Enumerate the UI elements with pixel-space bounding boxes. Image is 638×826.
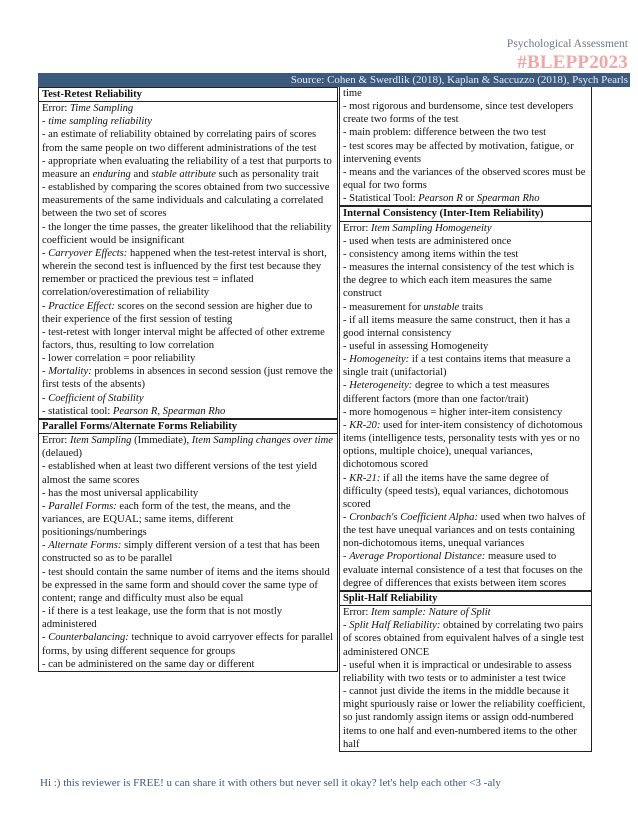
section-title: Internal Consistency (Inter-Item Reliability) xyxy=(340,206,591,221)
text-line: - measures the internal consistency of the test which is the degree to which each item measures the same construct xyxy=(343,262,574,300)
text-line: - useful when it is impractical or undesirable to assess reliability with two tests or to administer a test twice xyxy=(343,659,572,684)
left-column xyxy=(38,87,338,672)
text-line: - has the most universal applicability xyxy=(42,487,199,499)
text-line: - Mortality: problems in absences in second session (just remove the first tests of the absents) xyxy=(42,366,333,391)
text-line: - if all items measure the same construct, then it has a good internal consistency xyxy=(343,314,571,339)
section-body xyxy=(42,434,334,671)
text-line: - Heterogeneity: degree to which a test measures different factors (more than one factor/trait) xyxy=(343,380,550,405)
text-line: - Statistical Tool: Pearson R or Spearman Rho xyxy=(343,193,540,205)
internal-consistency-section xyxy=(339,206,592,591)
header-tag: #BLEPP2023 xyxy=(517,52,628,73)
text-line: - KR-21: if all the items have the same degree of difficulty (speed tests), equal variances, dichotomous scored xyxy=(343,472,569,510)
right-column xyxy=(339,87,592,752)
text-line: - appropriate when evaluating the reliability of a test that purports to measure an enduring and stable attribute such as personality trait xyxy=(42,155,332,180)
text-line: Error: Time Sampling xyxy=(42,103,134,115)
text-line: - Alternate Forms: simply different version of a test that has been constructed so as to be parallel xyxy=(42,540,320,565)
text-line: Error: Item Sampling (Immediate), Item Sampling changes over time (delaued) xyxy=(42,435,333,460)
text-line: - if there is a test leakage, use the form that is not mostly administered xyxy=(42,606,283,631)
text-line: - the longer the time passes, the greater likelihood that the reliability coefficient would be insignificant xyxy=(42,221,332,246)
footer-note: Hi :) this reviewer is FREE! u can share it with others but never sell it okay? let's help each other <3 -aly xyxy=(40,777,501,789)
split-half-section xyxy=(339,591,592,752)
parallel-forms-continuation xyxy=(339,87,592,206)
text-line: - main problem: difference between the two test xyxy=(343,127,547,139)
parallel-forms-section xyxy=(38,419,338,672)
section-body xyxy=(343,606,588,751)
text-line: - time sampling reliability xyxy=(42,116,152,128)
text-line: - Counterbalancing: technique to avoid carryover effects for parallel forms, by using different sequence for groups xyxy=(42,632,334,657)
text-line: - KR-20: used for inter-item consistency of dichotomous items (intelligence tests, personality tests with yes or no options, multiple choice), unequal variances, dichotomous scored xyxy=(343,419,583,471)
test-retest-section xyxy=(38,87,338,419)
text-line: time xyxy=(343,88,362,99)
source-bar: Source: Cohen & Swerdlik (2018), Kaplan & Saccuzzo (2018), Psych Pearls xyxy=(38,73,630,87)
text-line: - Average Proportional Distance: measure used to evaluate internal consistence of a test that focuses on the degree of differences that exists between item scores xyxy=(343,551,583,589)
text-line: - statistical tool: Pearson R, Spearman Rho xyxy=(42,405,226,417)
text-line: - Coefficient of Stability xyxy=(42,392,144,404)
text-line: - useful in assessing Homogeneity xyxy=(343,340,489,352)
section-body xyxy=(42,102,334,418)
text-line: - Homogeneity: if a test contains items that measure a single trait (unifactorial) xyxy=(343,354,571,379)
text-line: - consistency among items within the test xyxy=(343,248,519,260)
text-line: - an estimate of reliability obtained by correlating pairs of scores from the same people on two different administrations of the test xyxy=(42,129,317,154)
section-title: Test-Retest Reliability xyxy=(39,88,337,102)
text-line: - means and the variances of the observed scores must be equal for two forms xyxy=(343,166,586,192)
text-line: - cannot just divide the items in the middle because it might spuriously raise or lower the reliability coefficient, so just randomly assign items or assign odd-numbered items to one half and even-numbered items to the other half xyxy=(343,686,586,750)
text-line: - used when tests are administered once xyxy=(343,235,512,247)
text-line: Error: Item sample: Nature of Split xyxy=(343,607,491,619)
text-line: - test-retest with longer interval might be affected of other extreme factors, thus, resulting to low correlation xyxy=(42,326,325,351)
section-body xyxy=(343,87,588,205)
text-line: - measurement for unstable traits xyxy=(343,301,484,313)
section-body xyxy=(343,222,588,590)
text-line: - Practice Effect: scores on the second session are higher due to their experience of the first session of testing xyxy=(42,300,313,325)
text-line: - test should contain the same number of items and the items should be expressed in the same form and should cover the same type of content; range and difficulty must also be equal xyxy=(42,566,330,604)
section-title: Parallel Forms/Alternate Forms Reliability xyxy=(39,420,337,434)
text-line: - Parallel Forms: each form of the test, the means, and the variances, are EQUAL; same items, different positionings/numberings xyxy=(42,500,291,539)
header-subject: Psychological Assessment xyxy=(506,38,628,50)
text-line: - most rigorous and burdensome, since test developers create two forms of the test xyxy=(343,101,574,126)
section-title: Split-Half Reliability xyxy=(340,591,591,606)
text-line: - can be administered on the same day or different xyxy=(42,658,255,670)
text-line: - Cronbach's Coefficient Alpha: used when two halves of the test have unequal variances and on tests containing non-dichotomous items, unequal variances xyxy=(343,512,586,550)
text-line: - test scores may be affected by motivation, fatigue, or intervening events xyxy=(343,140,574,165)
text-line: - Carryover Effects: happened when the test-retest interval is short, wherein the second test is influenced by the first test because they remember or practiced the previous test = inflated correlation/overestimation of reliability xyxy=(42,247,327,299)
text-line: - more homogenous = higher inter-item consistency xyxy=(343,406,563,418)
text-line: Error: Item Sampling Homogeneity xyxy=(343,222,492,234)
text-line: - Split Half Reliability: obtained by correlating two pairs of scores obtained from equivalent halves of a single test administered ONCE xyxy=(343,620,584,658)
text-line: - established when at least two different versions of the test yield almost the same scores xyxy=(42,461,317,486)
text-line: - established by comparing the scores obtained from two successive measurements of the same individuals and calculating a correlated between the two set of scores xyxy=(42,182,330,220)
text-line: - lower correlation = poor reliability xyxy=(42,353,196,365)
